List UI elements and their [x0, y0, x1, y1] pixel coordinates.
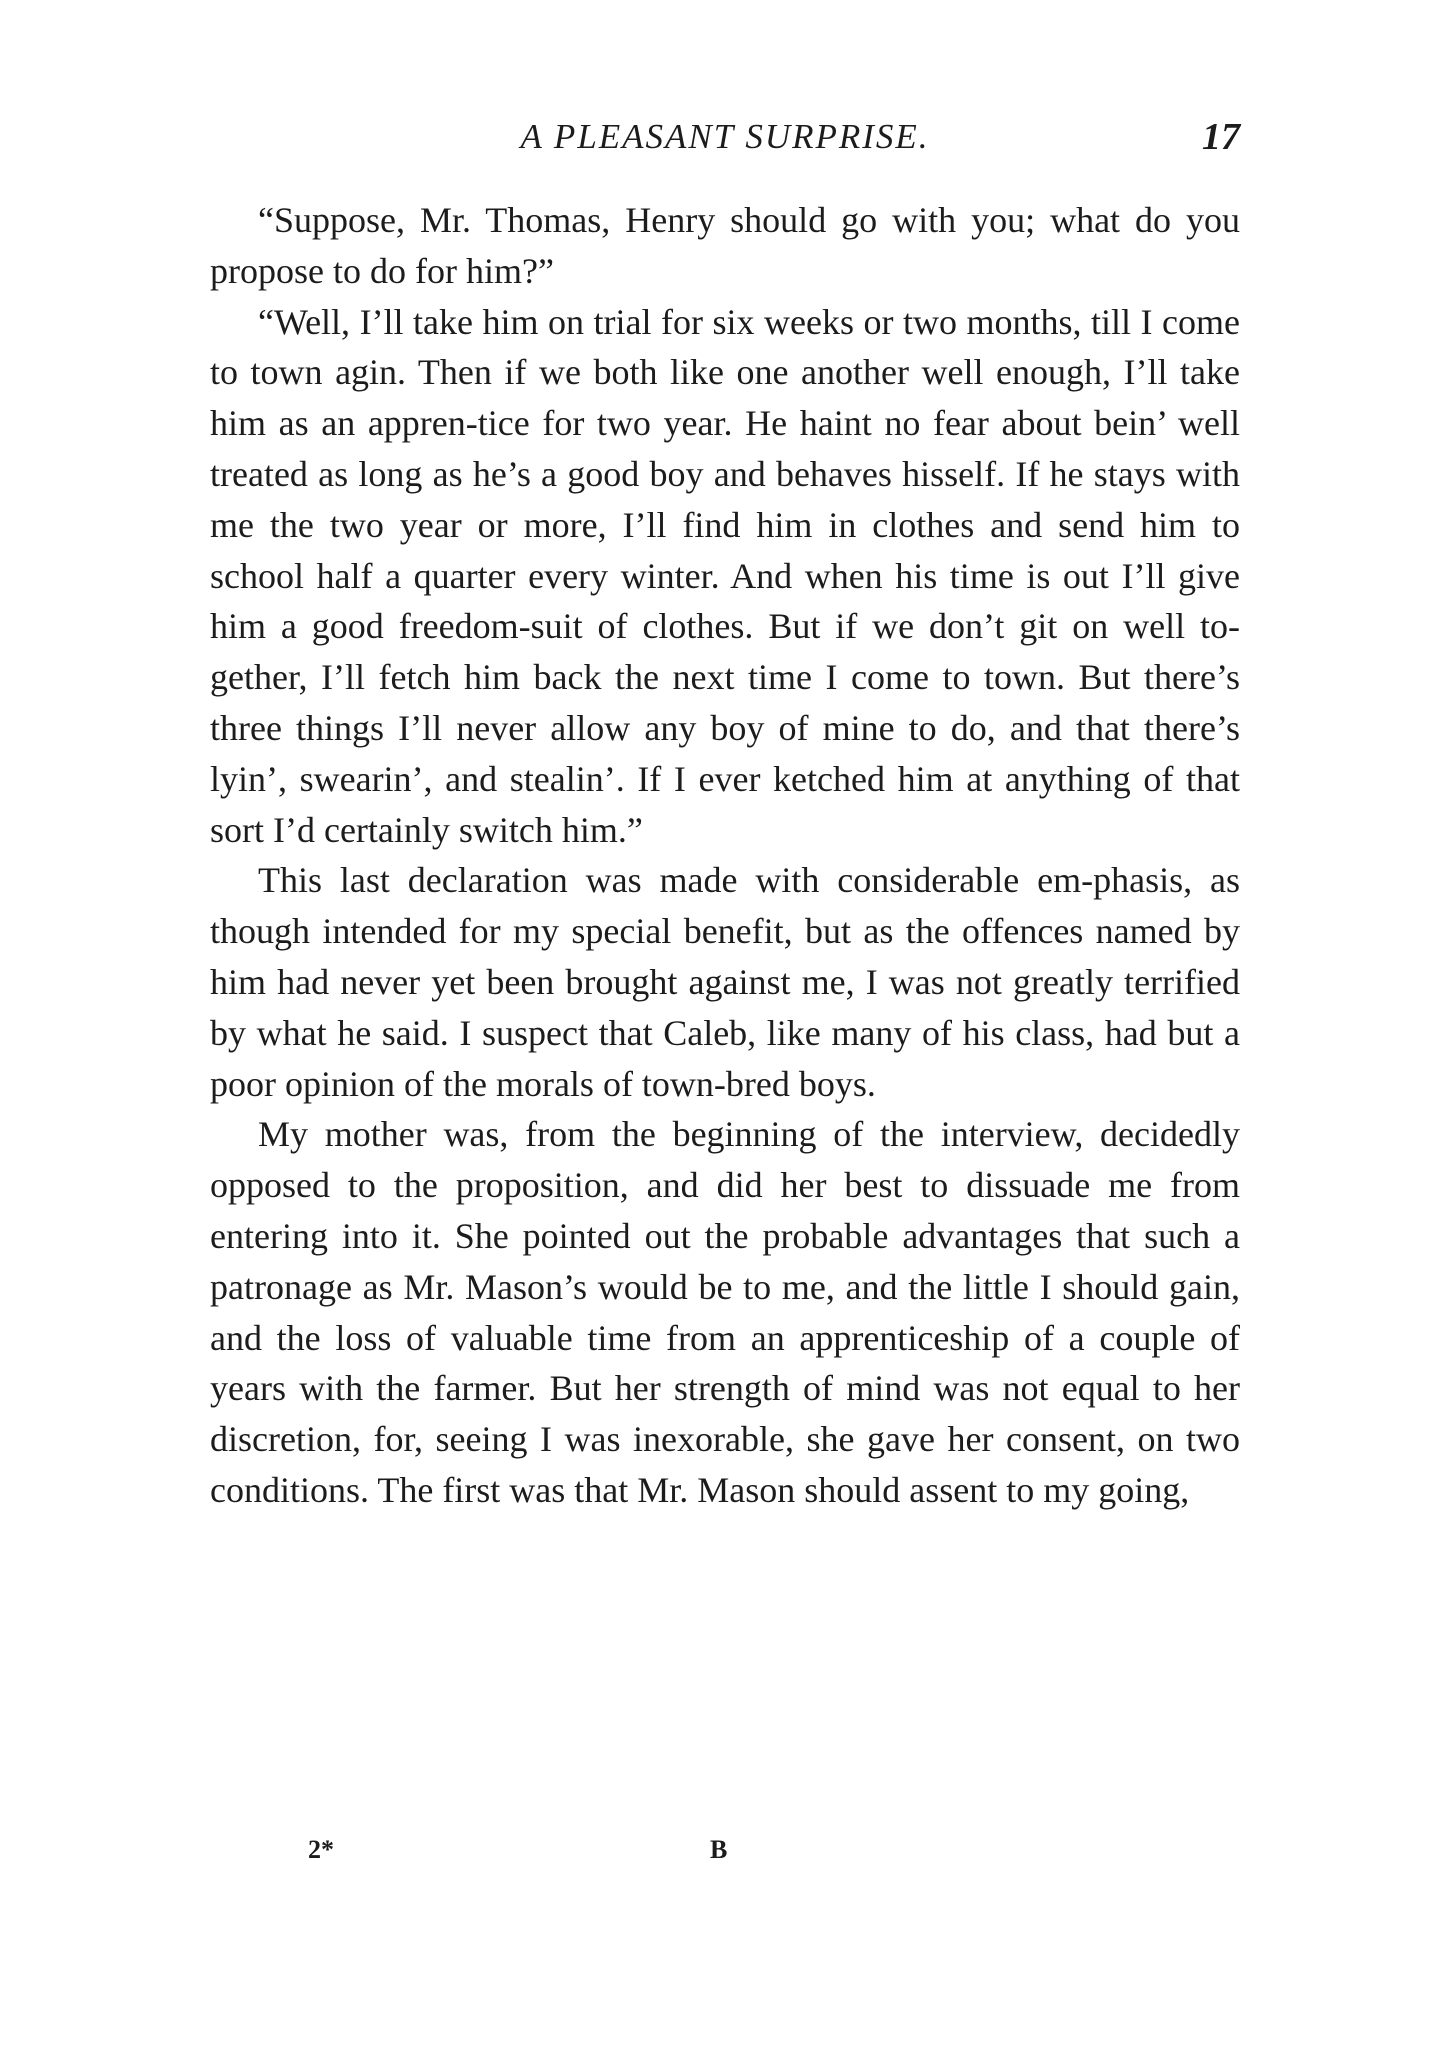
paragraph: My mother was, from the beginning of the interview, decidedly opposed to the proposition, and did her best to dissuade me from entering into it. She pointed out the probable advantages that such a patronage as Mr. Mason’s would be to me, and the little I should gain, and the loss of valuable time from an apprenticeship of a couple of years with the farmer. But her strength of mind was not equal to her discretion, for, seeing I was inexorable, she gave her consent, on two conditions. The first was that Mr. Mason should assent to my going,	[210, 1114, 1240, 1510]
page-footer	[210, 1830, 1240, 1880]
running-title: A PLEASANT SURPRISE.	[520, 117, 930, 156]
page-number: 17	[1202, 116, 1240, 158]
body-text	[210, 195, 1240, 1516]
gathering-letter: B	[710, 1835, 728, 1864]
paragraph: “Suppose, Mr. Thomas, Henry should go with you; what do you propose to do for him?”	[210, 200, 1240, 291]
paragraph: This last declaration was made with considerable em-phasis, as though intended for my special benefit, but as the offences named by him had never yet been brought against me, I was not greatly terrified by what he said. I suspect that Caleb, like many of his class, had but a poor opinion of the morals of town-bred boys.	[210, 860, 1240, 1104]
signature-mark: 2*	[308, 1835, 334, 1864]
page-header	[210, 112, 1240, 172]
paragraph: “Well, I’ll take him on trial for six weeks or two months, till I come to town agin. Then if we both like one another well enough, I’ll take him as an appren-tice for two year. He haint no fear about bein’ well treated as long as he’s a good boy and behaves hisself. If he stays with me the two year or more, I’ll find him in clothes and send him to school half a quarter every winter. And when his time is out I’ll give him a good freedom-suit of clothes. But if we don’t git on well to-gether, I’ll fetch him back the next time I come to town. But there’s three things I’ll never allow any boy of mine to do, and that there’s lyin’, swearin’, and stealin’. If I ever ketched him at anything of that sort I’d certainly switch him.”	[210, 301, 1240, 850]
